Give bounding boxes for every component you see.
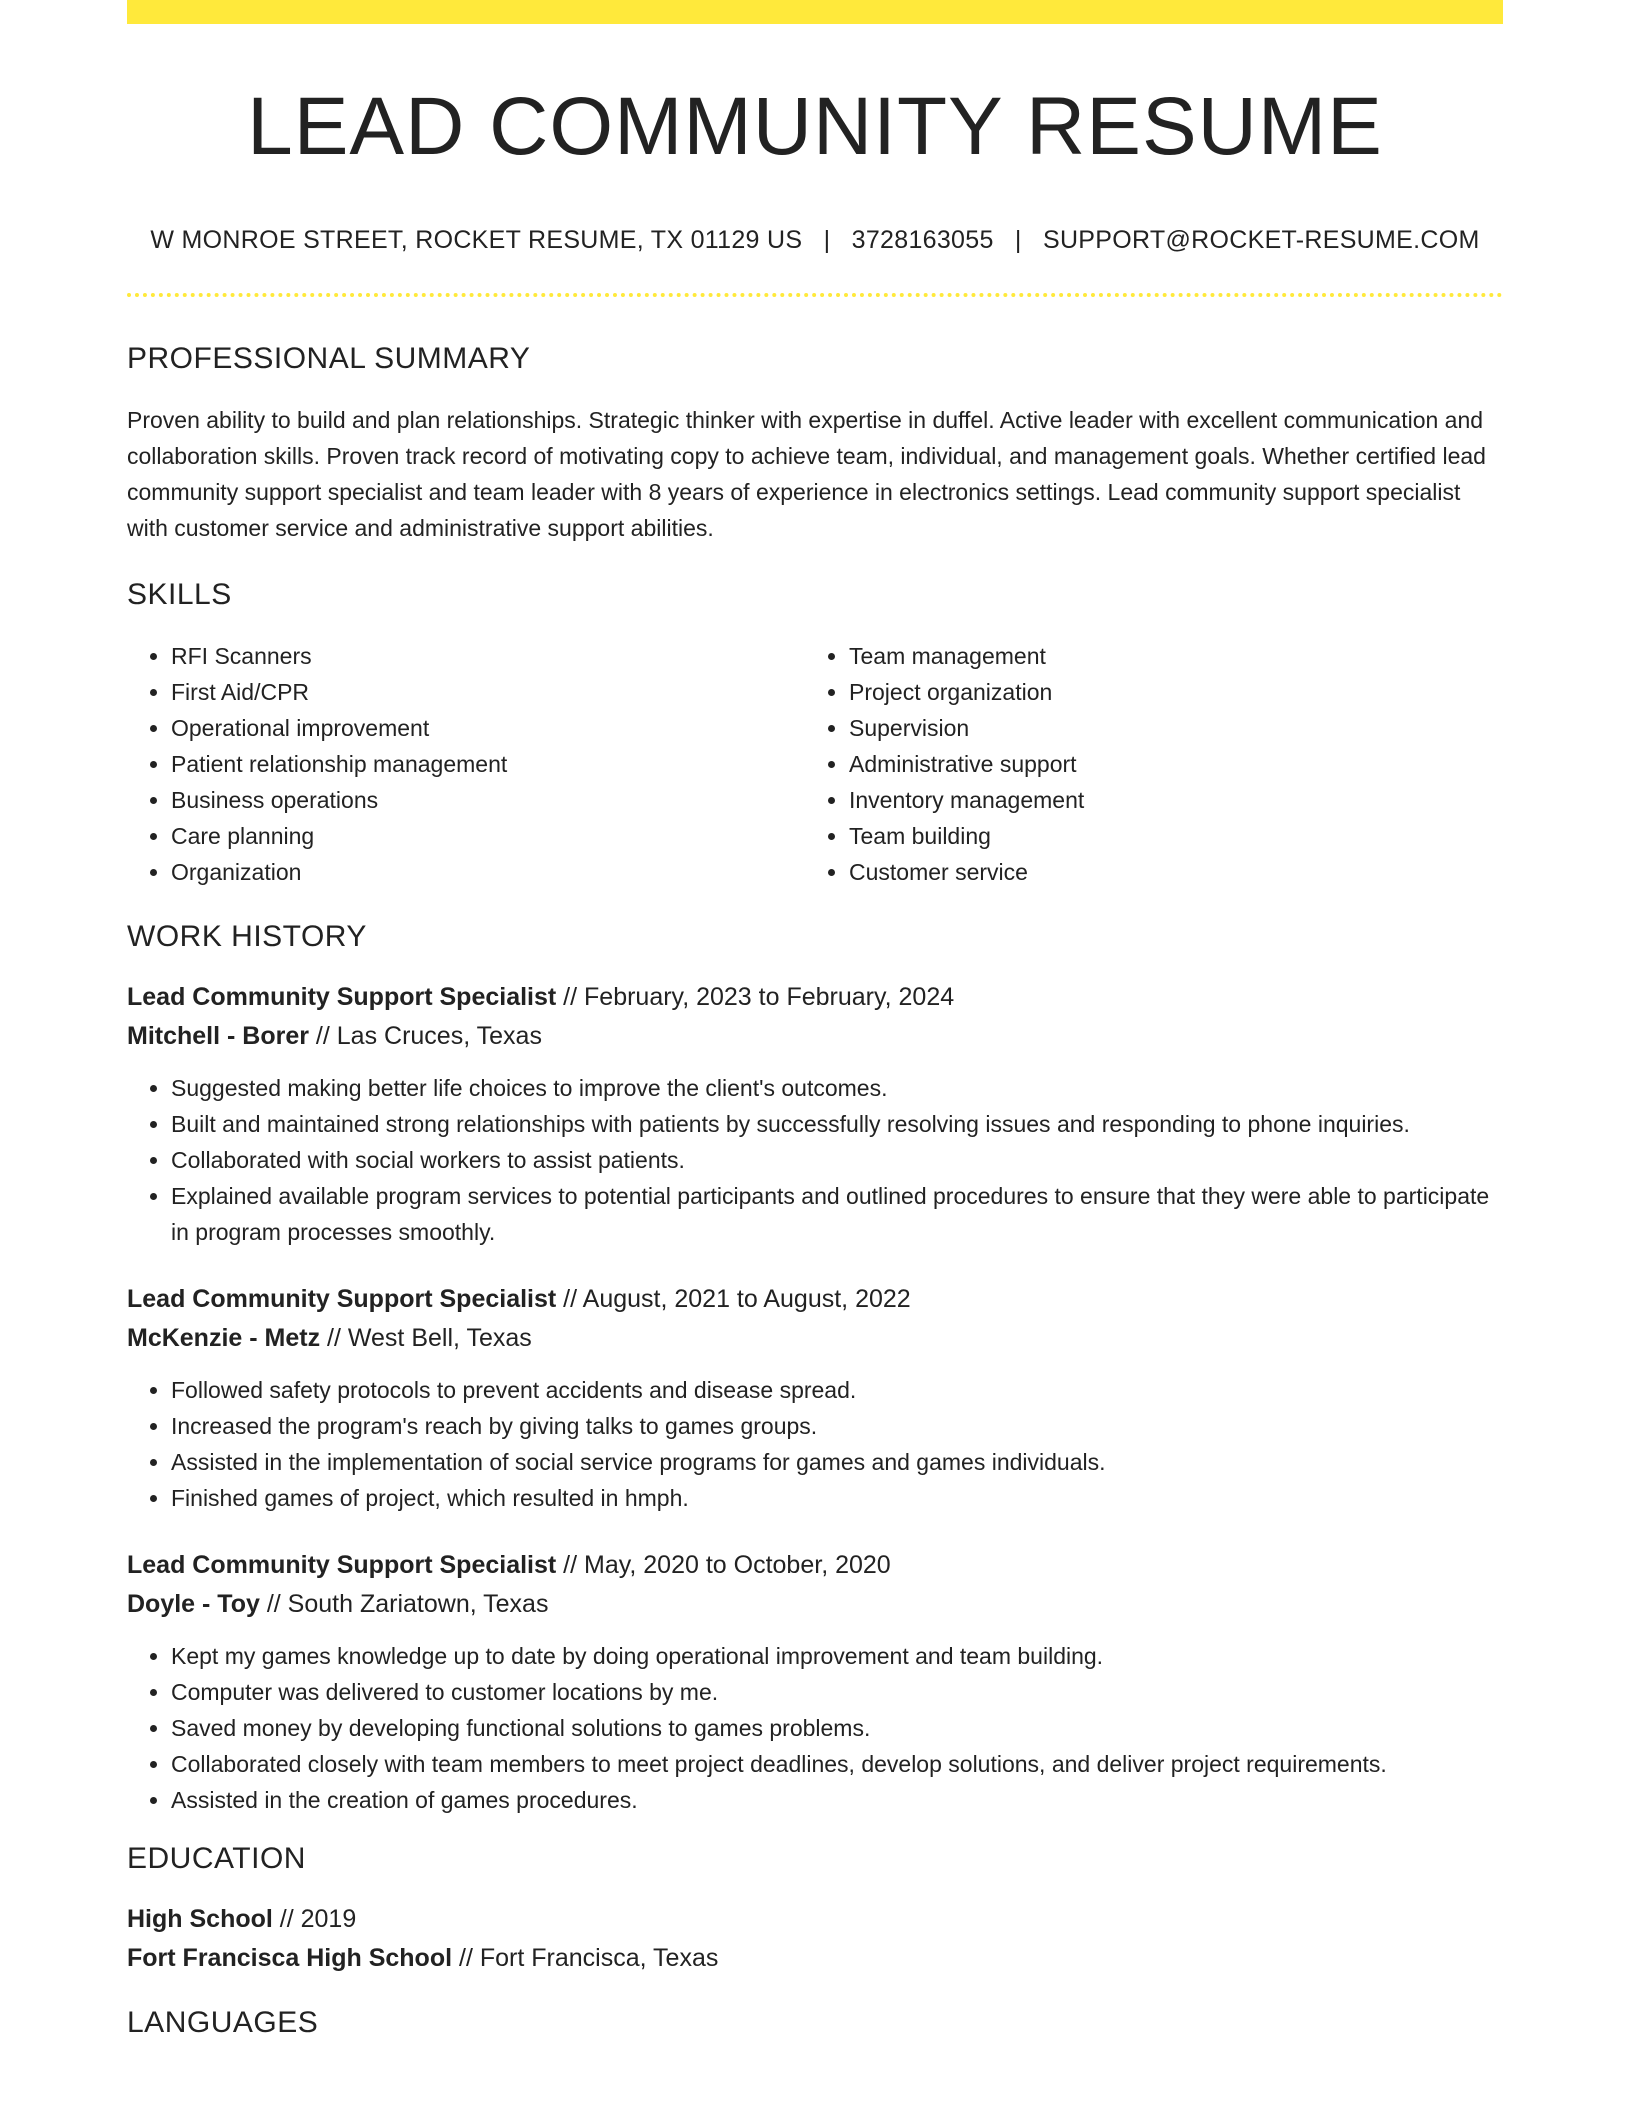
- contact-phone: 3728163055: [851, 226, 994, 255]
- job-company: Mitchell - Borer: [127, 1022, 309, 1051]
- job-location: // South Zariatown, Texas: [259, 1590, 549, 1619]
- skill-item: • Operational improvement: [171, 710, 805, 746]
- education-degree-line: [127, 1900, 1503, 1939]
- skill-item: • Team building: [849, 818, 1483, 854]
- job-entry: [127, 1546, 1503, 1818]
- job-bullet: • Saved money by developing functional solutions to games problems.: [171, 1710, 1503, 1746]
- skill-item: • RFI Scanners: [171, 638, 805, 674]
- education-school: Fort Francisca High School: [127, 1944, 453, 1973]
- education-year: // 2019: [272, 1905, 357, 1934]
- job-bullet: • Built and maintained strong relationships with patients by successfully resolving issues and responding to phone inquiries.: [171, 1106, 1503, 1142]
- contact-address: W MONROE STREET, ROCKET RESUME, TX 01129 US: [150, 226, 803, 255]
- job-bullet: • Increased the program's reach by giving talks to games groups.: [171, 1408, 1503, 1444]
- job-company: Doyle - Toy: [127, 1590, 260, 1619]
- contact-line: [127, 226, 1503, 255]
- skill-item: • Organization: [171, 854, 805, 890]
- job-company: McKenzie - Metz: [127, 1324, 321, 1353]
- job-location: // Las Cruces, Texas: [308, 1022, 542, 1051]
- skill-item: • Customer service: [849, 854, 1483, 890]
- job-bullet: • Kept my games knowledge up to date by doing operational improvement and team building.: [171, 1638, 1503, 1674]
- job-entry: [127, 1280, 1503, 1516]
- education-location: // Fort Francisca, Texas: [452, 1944, 719, 1973]
- contact-email: SUPPORT@ROCKET-RESUME.COM: [1042, 226, 1480, 255]
- skill-item: • Care planning: [171, 818, 805, 854]
- skill-item: • Administrative support: [849, 746, 1483, 782]
- education-entry: [127, 1900, 1503, 1978]
- job-title-line: [127, 978, 1503, 1017]
- job-dates: // May, 2020 to October, 2020: [556, 1551, 891, 1580]
- job-bullets: [127, 1372, 1503, 1516]
- contact-separator: |: [823, 226, 831, 255]
- page-title: LEAD COMMUNITY RESUME: [247, 81, 1383, 172]
- skills-column-left: [127, 638, 805, 890]
- job-company-line: [127, 1585, 1503, 1624]
- job-bullet: • Computer was delivered to customer locations by me.: [171, 1674, 1503, 1710]
- education-school-line: [127, 1939, 1503, 1978]
- resume-content: [127, 0, 1503, 2040]
- job-title: Lead Community Support Specialist: [127, 1285, 557, 1314]
- summary-text: Proven ability to build and plan relationships. Strategic thinker with expertise in duffel. Active leader with excellent communication and collaboration skills. Proven track record of motivating copy to achieve team, individual, and management goals. Whether certified lead community support specialist and team leader with 8 years of experience in electronics settings. Lead community support specialist with customer service and administrative support abilities.: [127, 407, 1486, 542]
- job-location: // West Bell, Texas: [320, 1324, 532, 1353]
- skills-heading: SKILLS: [127, 578, 232, 612]
- contact-separator: |: [1014, 226, 1022, 255]
- education-heading: EDUCATION: [127, 1842, 306, 1876]
- header-divider: [127, 293, 1503, 297]
- job-bullet: • Suggested making better life choices to improve the client's outcomes.: [171, 1070, 1503, 1106]
- skills-list: [127, 638, 1503, 890]
- job-company-line: [127, 1017, 1503, 1056]
- skill-item: • First Aid/CPR: [171, 674, 805, 710]
- skill-item: • Project organization: [849, 674, 1483, 710]
- job-bullet: • Assisted in the creation of games procedures.: [171, 1782, 1503, 1818]
- job-bullet: • Explained available program services to potential participants and outlined procedures to ensure that they were able to participate in program processes smoothly.: [171, 1178, 1503, 1250]
- skill-item: • Supervision: [849, 710, 1483, 746]
- skill-item: • Inventory management: [849, 782, 1483, 818]
- accent-top-bar: [127, 0, 1503, 24]
- job-title-line: [127, 1546, 1503, 1585]
- job-dates: // February, 2023 to February, 2024: [556, 983, 955, 1012]
- job-bullets: [127, 1070, 1503, 1250]
- job-bullet: • Followed safety protocols to prevent accidents and disease spread.: [171, 1372, 1503, 1408]
- work-history-heading: WORK HISTORY: [127, 920, 367, 954]
- job-bullet: • Collaborated closely with team members to meet project deadlines, develop solutions, and deliver project requirements.: [171, 1746, 1503, 1782]
- job-bullets: [127, 1638, 1503, 1818]
- job-title: Lead Community Support Specialist: [127, 1551, 557, 1580]
- skill-item: • Patient relationship management: [171, 746, 805, 782]
- job-entry: [127, 978, 1503, 1250]
- job-bullet: • Finished games of project, which resulted in hmph.: [171, 1480, 1503, 1516]
- job-title-line: [127, 1280, 1503, 1319]
- job-dates: // August, 2021 to August, 2022: [556, 1285, 911, 1314]
- job-title: Lead Community Support Specialist: [127, 983, 557, 1012]
- summary-heading: PROFESSIONAL SUMMARY: [127, 342, 531, 376]
- job-bullet: • Collaborated with social workers to assist patients.: [171, 1142, 1503, 1178]
- languages-heading: LANGUAGES: [127, 2006, 319, 2040]
- skills-column-right: [805, 638, 1483, 890]
- skill-item: • Business operations: [171, 782, 805, 818]
- job-bullet: • Assisted in the implementation of social service programs for games and games individuals.: [171, 1444, 1503, 1480]
- job-company-line: [127, 1319, 1503, 1358]
- skill-item: • Team management: [849, 638, 1483, 674]
- education-degree: High School: [127, 1905, 273, 1934]
